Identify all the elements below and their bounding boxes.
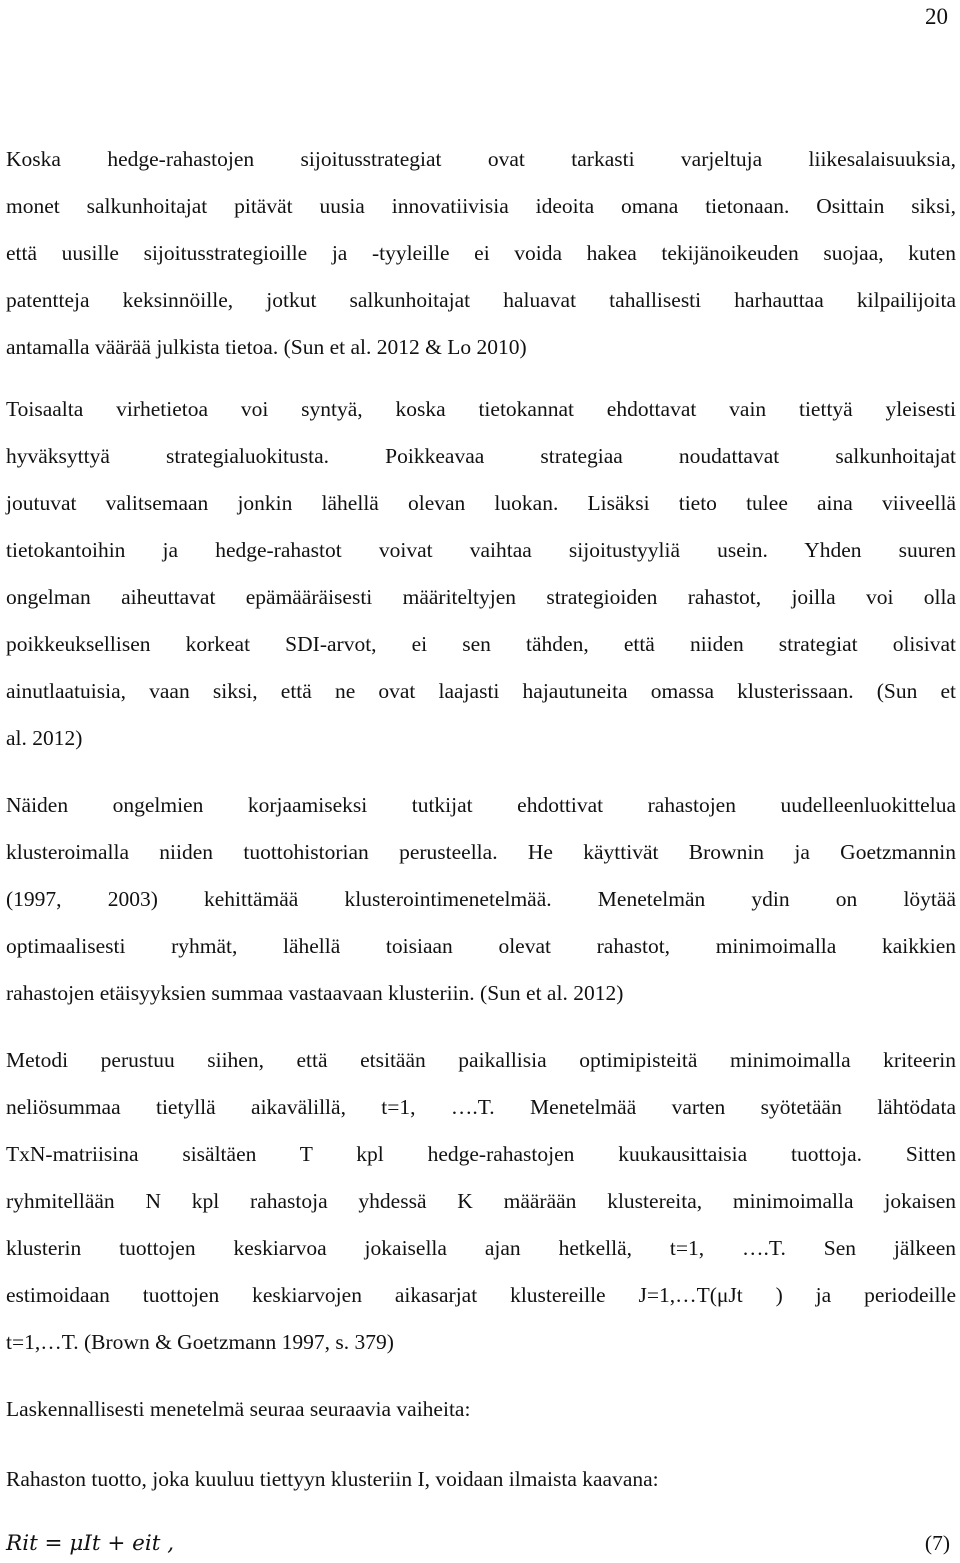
text-line: Toisaalta virhetietoa voi syntyä, koska tietokannat ehdottavat vain tiettyä yleisesti: [6, 397, 956, 421]
text-line: patentteja keksinnöille, jotkut salkunhoitajat haluavat tahallisesti harhauttaa kilpailijoita: [6, 288, 956, 312]
text-line: että uusille sijoitusstrategioille ja -tyyleille ei voida hakea tekijänoikeuden suojaa, kuten: [6, 241, 956, 265]
paragraph-6: [6, 1456, 956, 1503]
paragraph-1: [6, 136, 956, 371]
text-line: poikkeuksellisen korkeat SDI-arvot, ei sen tähden, että niiden strategiat olisivat: [6, 632, 956, 656]
text-line: t=1,…T. (Brown & Goetzmann 1997, s. 379): [6, 1330, 394, 1354]
text-line: al. 2012): [6, 726, 83, 750]
text-line: Metodi perustuu siihen, että etsitään paikallisia optimipisteitä minimoimalla kriteerin: [6, 1048, 956, 1072]
text-line: hyväksyttyä strategialuokitusta. Poikkeavaa strategiaa noudattavat salkunhoitajat: [6, 444, 956, 468]
paragraph-3: [6, 782, 956, 1017]
text-line: klusteroimalla niiden tuottohistorian perusteella. He käyttivät Brownin ja Goetzmannin: [6, 840, 956, 864]
paragraph-2: [6, 386, 956, 762]
text-line: rahastojen etäisyyksien summaa vastaavaan klusteriin. (Sun et al. 2012): [6, 981, 624, 1005]
text-line: ryhmitellään N kpl rahastoja yhdessä K määrään klustereita, minimoimalla jokaisen: [6, 1189, 956, 1213]
page-number: 20: [925, 4, 948, 29]
text-line: klusterin tuottojen keskiarvoa jokaisella ajan hetkellä, t=1, ….T. Sen jälkeen: [6, 1236, 956, 1260]
text-line: optimaalisesti ryhmät, lähellä toisiaan olevat rahastot, minimoimalla kaikkien: [6, 934, 956, 958]
text-line: neliösummaa tietyllä aikavälillä, t=1, ….T. Menetelmää varten syötetään lähtödata: [6, 1095, 956, 1119]
equation-7: [6, 1528, 950, 1558]
text-line: Rahaston tuotto, joka kuuluu tiettyyn klusteriin I, voidaan ilmaista kaavana:: [6, 1467, 659, 1491]
text-line: ainutlaatuisia, vaan siksi, että ne ovat laajasti hajautuneita omassa klusterissaan. (Sun et: [6, 679, 956, 703]
text-line: estimoidaan tuottojen keskiarvojen aikasarjat klustereille J=1,…T(μJt ) ja periodeille: [6, 1283, 956, 1307]
text-line: ongelman aiheuttavat epämääräisesti määriteltyjen strategioiden rahastot, joilla voi olla: [6, 585, 956, 609]
text-line: joutuvat valitsemaan jonkin lähellä olevan luokan. Lisäksi tieto tulee aina viiveellä: [6, 491, 956, 515]
text-line: Laskennallisesti menetelmä seuraa seuraavia vaiheita:: [6, 1397, 471, 1421]
paragraph-5: [6, 1386, 956, 1433]
text-line: tietokantoihin ja hedge-rahastot voivat vaihtaa sijoitustyyliä usein. Yhden suuren: [6, 538, 956, 562]
text-line: monet salkunhoitajat pitävät uusia innovatiivisia ideoita omana tietonaan. Osittain siksi,: [6, 194, 956, 218]
text-line: antamalla väärää julkista tietoa. (Sun et al. 2012 & Lo 2010): [6, 335, 527, 359]
text-line: TxN-matriisina sisältäen T kpl hedge-rahastojen kuukausittaisia tuottoja. Sitten: [6, 1142, 956, 1166]
formula-expression: Rit = μIt + eit ,: [6, 1531, 175, 1556]
text-line: Näiden ongelmien korjaamiseksi tutkijat ehdottivat rahastojen uudelleenluokittelua: [6, 793, 956, 817]
text-line: Koska hedge-rahastojen sijoitusstrategiat ovat tarkasti varjeltuja liikesalaisuuksia,: [6, 147, 956, 171]
text-line: (1997, 2003) kehittämää klusterointimenetelmää. Menetelmän ydin on löytää: [6, 887, 956, 911]
equation-number: (7): [924, 1531, 950, 1555]
paragraph-4: [6, 1037, 956, 1366]
